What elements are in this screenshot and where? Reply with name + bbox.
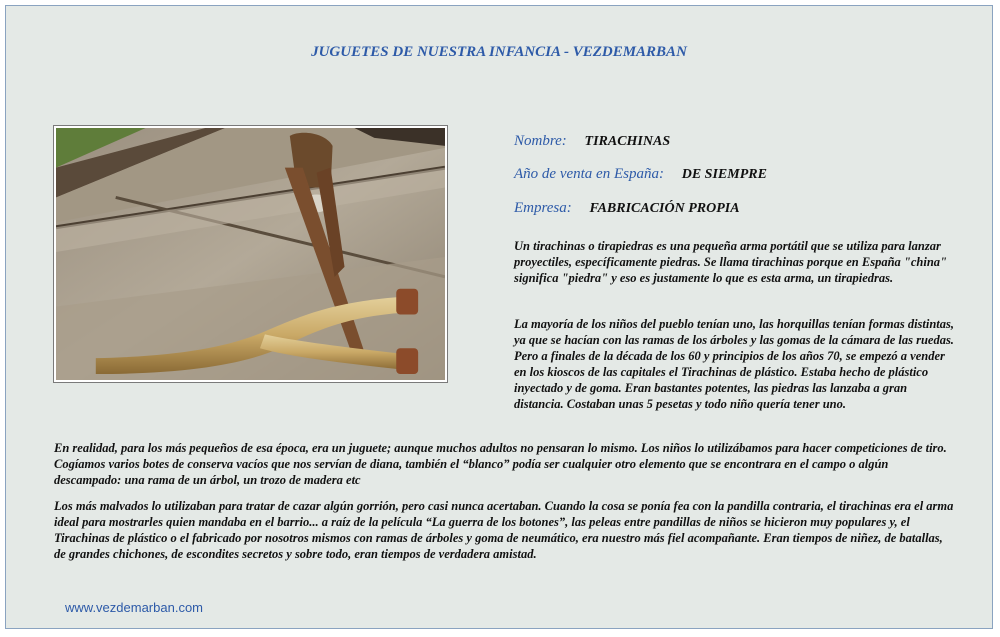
year-value: DE SIEMPRE (681, 167, 767, 182)
paragraph-intro: Un tirachinas o tirapiedras es una pequeña arma portátil que se utiliza para lanzar proyectiles, específicamente piedras. Se llama tirachinas porque en España "china" significa "piedra" y eso es justamente lo que es esta arma, un tirapiedras. (514, 239, 947, 285)
paragraph-competitions: En realidad, para los más pequeños de esa época, era un juguete; aunque muchos adultos no pensaran lo mismo. Los niños lo utilizábamos para hacer competiciones de tiro. Cogíamos varios botes de conserva vacíos que nos servían de diana, también el “blanco” podía ser cualquier otro elemento que se encontrara en el campo o algún descampado: una rama de un árbol, un trozo de madera etc (54, 441, 947, 487)
company-label: Empresa: (514, 200, 572, 216)
footer-website-link[interactable]: www.vezdemarban.com (65, 600, 203, 615)
info-year (514, 166, 767, 183)
slingshot-image (56, 128, 445, 380)
year-label: Año de venta en España: (514, 166, 664, 182)
company-value: FABRICACIÓN PROPIA (589, 201, 740, 216)
page-title: JUGUETES DE NUESTRA INFANCIA - VEZDEMARBAN (311, 44, 687, 60)
slingshot-photo (53, 125, 448, 383)
paragraph-memories: Los más malvados lo utilizaban para tratar de cazar algún gorrión, pero casi nunca acertaban. Cuando la cosa se ponía fea con la pandilla contraria, el tirachinas era el arma ideal para mostrarles quien mandaba en el barrio... a raíz de la película “La guerra de los botones”, las peleas entre pandillas de niños se hicieron muy populares y, el Tirachinas de plástico o el fabricado por nosotros mismos con ramas de árboles y goma de neumático, era nuestro más fiel acompañante. Eran tiempos de niñez, de batallas, de grandes chichones, de escondites secretos y sobre todo, eran tiempos de verdadera amistad. (54, 499, 954, 561)
paragraph-history: La mayoría de los niños del pueblo tenían uno, las horquillas tenían formas distintas, ya que se hacían con las ramas de los árboles y las gomas de la cámara de las ruedas. Pero a finales de la década de los 60 y principios de los años 70, se empezó a vender en los kioscos de las capitales el Tirachinas de plástico. Estaba hecho de plástico inyectado y de goma. Eran bastantes potentes, las piedras las lanzaba a gran distancia. Costaban unas 5 pesetas y todo niño quería tener uno. (514, 317, 955, 411)
info-name (514, 133, 670, 150)
name-label: Nombre: (514, 133, 567, 149)
page-card (5, 5, 993, 629)
info-company (514, 200, 740, 217)
name-value: TIRACHINAS (584, 134, 671, 149)
